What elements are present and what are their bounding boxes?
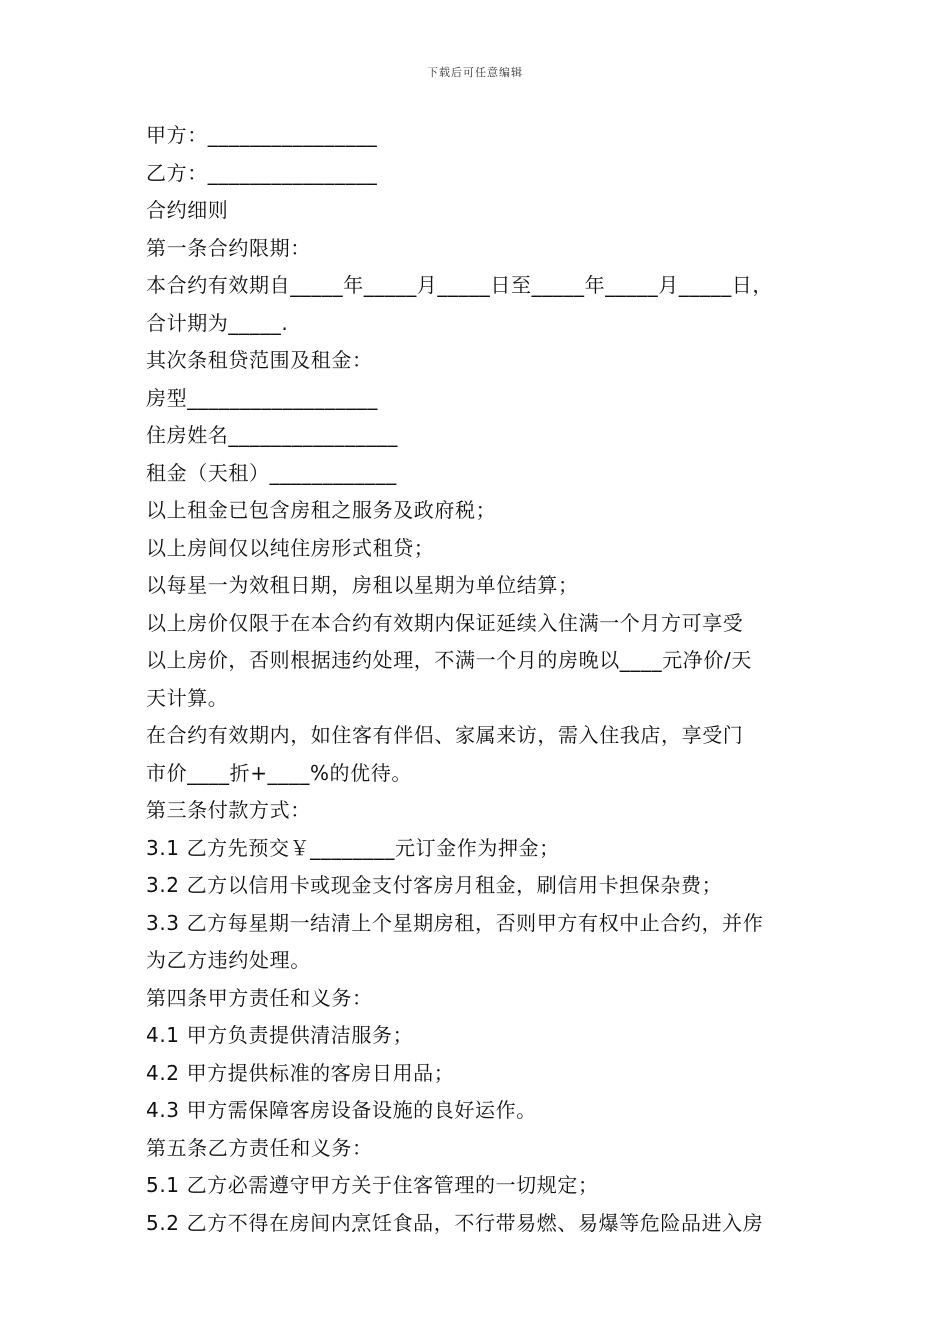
party-b-line: 乙方：________________ (146, 160, 378, 185)
price-condition-line-3: 天计算。 (146, 685, 229, 710)
clause-4-2: 4.2 甲方提供标准的客房日用品； (146, 1060, 455, 1085)
clause-3-2: 3.2 乙方以信用卡或现金支付客房月租金，刷信用卡担保杂费； (146, 873, 723, 897)
price-condition-line-1: 以上房价仅限于在本合约有效期内保证延续入住满一个月方可享受 (146, 610, 744, 635)
clause-3-3-line-2: 为乙方违约处理。 (146, 948, 311, 972)
clause-4-3: 4.3 甲方需保障客房设备设施的良好运作。 (146, 1098, 537, 1122)
rental-form-line: 以上房间仅以纯住房形式租贷； (146, 535, 435, 560)
contract-body (146, 117, 814, 1242)
contract-period-line: 本合约有效期自_____年_____月_____日至_____年_____月_____日， (146, 273, 773, 297)
clause-3-3-line-1: 3.3 乙方每星期一结清上个星期房租，否则甲方有权中止合约，并作 (146, 910, 764, 935)
settlement-line: 以每星一为效租日期，房租以星期为单位结算； (146, 573, 579, 597)
article-4-title: 第四条甲方责任和义务： (146, 985, 373, 1010)
article-1-title: 第一条合约限期： (146, 235, 311, 260)
price-condition-line-2: 以上房价，否则根据违约处理，不满一个月的房晚以____元净价/天 (146, 648, 752, 672)
room-type-line: 房型__________________ (146, 385, 378, 410)
visitor-discount-line-1: 在合约有效期内，如住客有伴侣、家属来访，需入住我店，享受门 (146, 723, 744, 747)
clause-5-2: 5.2 乙方不得在房间内烹饪食品，不行带易燃、易爆等危险品进入房 (146, 1210, 764, 1235)
daily-rent-line: 租金（天租）____________ (146, 460, 397, 485)
article-5-title: 第五条乙方责任和义务： (146, 1135, 373, 1160)
clause-4-1: 4.1 甲方负责提供清洁服务； (146, 1023, 414, 1047)
total-period-line: 合计期为_____. (146, 310, 289, 335)
resident-name-line: 住房姓名________________ (146, 423, 398, 447)
section-title-contract-details: 合约细则 (146, 198, 229, 222)
clause-5-1: 5.1 乙方必需遵守甲方关于住客管理的一切规定； (146, 1173, 599, 1197)
clause-3-1: 3.1 乙方先预交￥________元订金作为押金； (146, 835, 560, 860)
party-a-line: 甲方：________________ (146, 123, 378, 147)
article-2-title: 其次条租贷范围及租金： (146, 348, 373, 372)
visitor-discount-line-2: 市价____折+____%的优待。 (146, 760, 412, 785)
article-3-title: 第三条付款方式： (146, 798, 311, 822)
page-header-note: 下载后可任意编辑 (427, 66, 523, 79)
rent-includes-line: 以上租金已包含房租之服务及政府税； (146, 498, 497, 522)
